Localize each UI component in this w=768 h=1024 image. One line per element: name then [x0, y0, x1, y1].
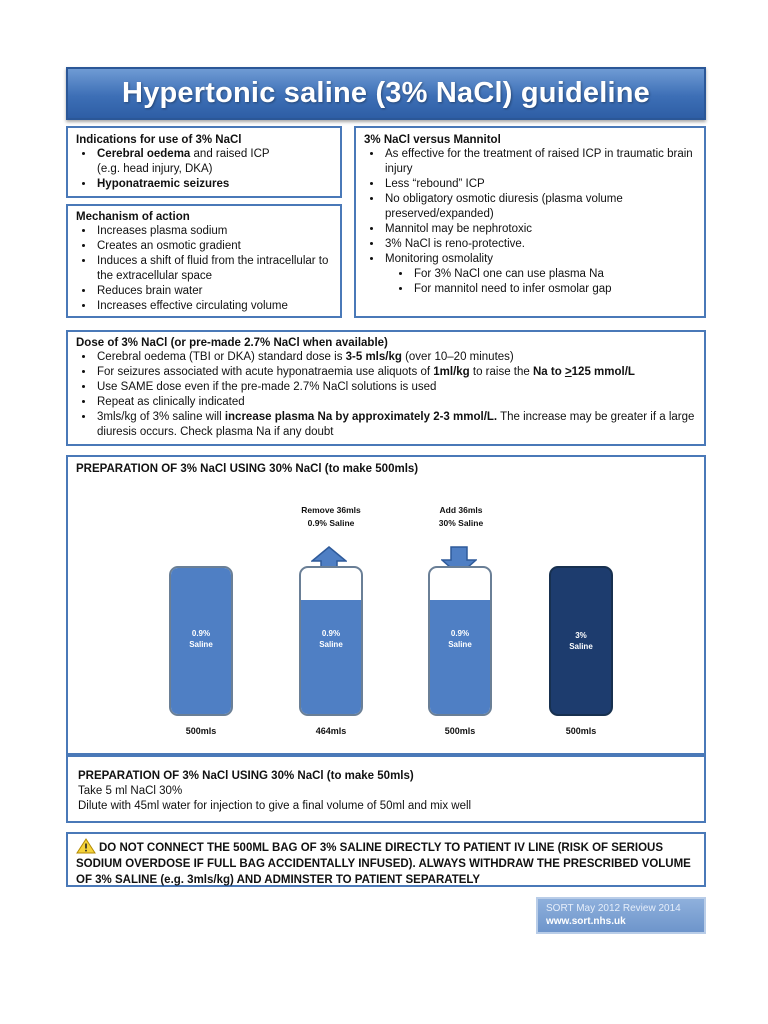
list-item: • Repeat as clinically indicated [95, 395, 696, 410]
bag-label-line1: 3% [575, 631, 587, 640]
list-item: • Induces a shift of fluid from the intracellular to the extracellular space [95, 254, 332, 284]
list-item: • Monitoring osmolality [383, 252, 696, 267]
bag-label-line2: Saline [569, 642, 593, 651]
mechanism-heading: Mechanism of action [76, 211, 190, 223]
list-item: • Creates an osmotic gradient [95, 239, 332, 254]
indication-bold: Cerebral oedema [97, 148, 191, 160]
add-line2: 30% Saline [438, 518, 484, 528]
list-item [95, 147, 332, 177]
bag-volume: 500mls [565, 726, 597, 736]
prep50-line2: Dilute with 45ml water for injection to give a final volume of 50ml and mix well [78, 800, 472, 812]
indications-heading: Indications for use of 3% NaCl [76, 134, 242, 146]
indications-list [76, 147, 332, 192]
dose-list [76, 350, 696, 440]
remove-line2: 0.9% Saline [307, 518, 355, 528]
footer-line1: SORT May 2012 Review 2014 [546, 903, 681, 914]
warning-text: DO NOT CONNECT THE 500ML BAG OF 3% SALINE DIRECTLY TO PATIENT IV LINE (RISK OF SERIOUS SODIUM OVERDOSE IF FULL BAG ACCIDENTALLY INFUSED). ALWAYS WITHDRAW THE PRESCRIBED VOLUME OF 3% SALINE (e.g. 3mls/kg) AND ADMINSTER TO PATIENT SEPARATELY [76, 842, 691, 886]
warning-icon [76, 838, 96, 854]
versus-box [354, 126, 706, 318]
versus-sublist [364, 267, 696, 297]
indications-box [66, 126, 342, 198]
list-item: • Increases plasma sodium [95, 224, 332, 239]
prep500-heading: PREPARATION OF 3% NaCl USING 30% NaCl (to make 500mls) [76, 463, 419, 475]
dose-text: to raise the [469, 366, 533, 378]
bag-label-line2: Saline [448, 640, 472, 649]
dose-text: The increase may be greater if a large diuresis occurs. Check plasma Na if any doubt [97, 411, 695, 438]
indication-text: and raised ICP [190, 148, 270, 160]
dose-bold: increase plasma Na by approximately 2-3 mmol/L. [224, 411, 498, 423]
bag-volume: 464mls [315, 726, 347, 736]
dose-bold: Na to [532, 366, 565, 378]
dose-text: For seizures associated with acute hyponatraemia use aliquots of [97, 366, 434, 378]
footer-badge [536, 897, 706, 934]
remove-label [286, 504, 376, 530]
bag-label-line2: Saline [319, 640, 343, 649]
list-item: • Increases effective circulating volume [95, 299, 332, 314]
list-item [95, 365, 696, 380]
warning-box [66, 832, 706, 887]
add-line1: Add 36mls [439, 505, 483, 515]
bag-label [551, 630, 611, 652]
title-banner [66, 67, 706, 120]
remove-line1: Remove 36mls [301, 505, 361, 515]
versus-heading: 3% NaCl versus Mannitol [364, 134, 501, 146]
bag-label-line1: 0.9% [321, 629, 341, 638]
bag-volume: 500mls [444, 726, 476, 736]
bag-label-line1: 0.9% [450, 629, 470, 638]
mechanism-list [76, 224, 332, 314]
dose-bold: 125 mmol/L [571, 366, 635, 378]
bag-fill [430, 600, 490, 714]
indication-sub: (e.g. head injury, DKA) [97, 163, 213, 175]
list-item [95, 177, 332, 192]
dose-text: (over 10–20 minutes) [401, 351, 514, 363]
bag-1 [169, 566, 233, 716]
versus-list [364, 147, 696, 267]
list-item: • No obligatory osmotic diuresis (plasma volume preserved/expanded) [383, 192, 696, 222]
bag-label-line1: 0.9% [191, 629, 211, 638]
bag-2 [299, 566, 363, 716]
list-item: • As effective for the treatment of raised ICP in traumatic brain injury [383, 147, 696, 177]
bag-volume: 500mls [185, 726, 217, 736]
bag-3 [428, 566, 492, 716]
dose-text: Cerebral oedema (TBI or DKA) standard dose is [97, 351, 346, 363]
list-item: • For mannitol need to infer osmolar gap [412, 282, 696, 297]
prep500-box [66, 455, 706, 755]
list-item [95, 350, 696, 365]
bag-label-line2: Saline [189, 640, 213, 649]
list-item: • Less “rebound” ICP [383, 177, 696, 192]
bag-label [171, 628, 231, 650]
bag-fill [301, 600, 361, 714]
page-title: Hypertonic saline (3% NaCl) guideline [122, 77, 650, 109]
list-item: • Mannitol may be nephrotoxic [383, 222, 696, 237]
add-label [416, 504, 506, 530]
list-item: • Reduces brain water [95, 284, 332, 299]
prep50-line1: Take 5 ml NaCl 30% [78, 785, 183, 797]
mechanism-box [66, 204, 342, 318]
list-item: • 3% NaCl is reno-protective. [383, 237, 696, 252]
bag-4 [549, 566, 613, 716]
dose-box [66, 330, 706, 446]
list-item [95, 410, 696, 440]
list-item: • Use SAME dose even if the pre-made 2.7% NaCl solutions is used [95, 380, 696, 395]
list-item: • For 3% NaCl one can use plasma Na [412, 267, 696, 282]
dose-bold: 1ml/kg [433, 366, 470, 378]
dose-text: 3mls/kg of 3% saline will [97, 411, 225, 423]
dose-bold: 3-5 mls/kg [345, 351, 402, 363]
bag-label [301, 628, 361, 650]
dose-bold: > [564, 366, 572, 378]
footer-link[interactable]: www.sort.nhs.uk [546, 916, 626, 927]
bag-label [430, 628, 490, 650]
indication-bold: Hyponatraemic seizures [97, 178, 230, 190]
prep50-box [66, 755, 706, 823]
prep50-heading: PREPARATION OF 3% NaCl USING 30% NaCl (to make 50mls) [78, 770, 414, 782]
dose-heading: Dose of 3% NaCl (or pre-made 2.7% NaCl when available) [76, 337, 388, 349]
